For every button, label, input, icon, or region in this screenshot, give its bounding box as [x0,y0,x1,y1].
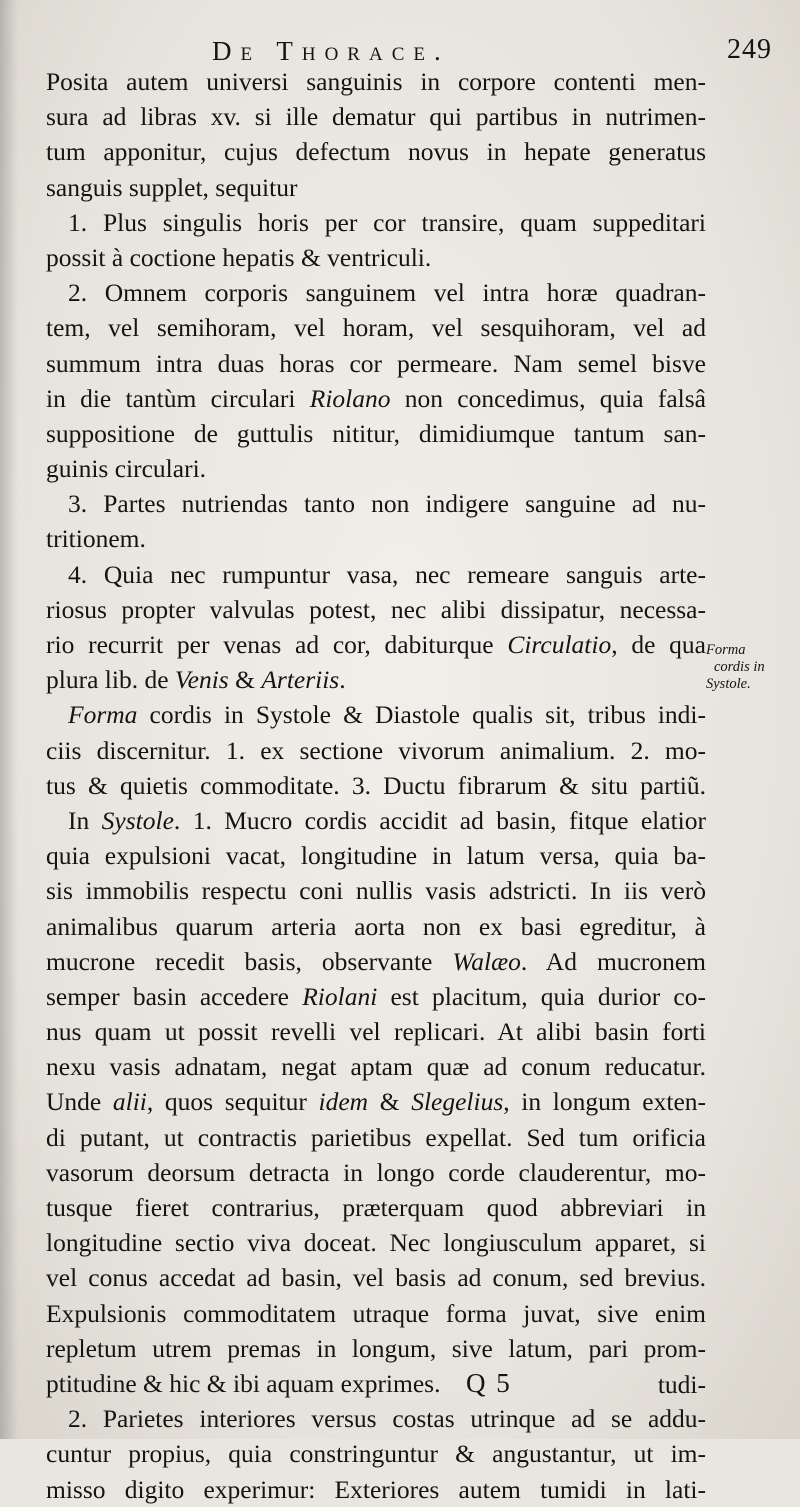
text-line: 2. Omnem corporis sanguinem vel intra horæ quadran- [68,278,706,308]
text-line: In Systole. 1. Mucro cordis accidit ad basin, fitque elatior [68,805,706,835]
text-line: 4. Quia nec rumpuntur vasa, nec remeare sanguis arte- [68,559,706,589]
text-line: Forma cordis in Systole & Diastole qualis sit, tribus indi- [68,700,706,730]
text-line: 3. Partes nutriendas tanto non indigere sanguine ad nu- [68,489,706,519]
text-line: longitudine sectio viva doceat. Nec longiusculum apparet, si [46,1228,706,1258]
text-line: di putant, ut contractis parietibus expellat. Sed tum orificia [46,1122,706,1152]
text-line: vel conus accedat ad basin, vel basis ad conum, sed brevius. [46,1263,706,1293]
text-line: rio recurrit per venas ad cor, dabiturque Circulatio, de qua [46,630,706,659]
page-footer [46,1368,706,1408]
text-line: tusque fieret contrarius, præterquam quod abbreviari in [46,1193,706,1222]
margin-note-line: Systole. [706,676,751,692]
text-line: tum apponitur, cujus defectum novus in hepate generatus [46,137,706,167]
text-line: ptitudine & hic & ibi aquam exprimes. [46,1368,441,1398]
running-head: De Thorace. [212,36,450,66]
text-line: Posita autem universi sanguinis in corpore contenti men- [46,67,706,96]
text-line: repletum utrem premas in longum, sive latum, pari prom- [46,1333,706,1363]
text-line: quia expulsioni vacat, longitudine in latum versa, quia ba- [46,841,706,871]
text-line: misso digito experimur: Exteriores autem tumidi in lati- [46,1474,706,1504]
text-line: sis immobilis respectu coni nullis vasis adstricti. In iis verò [46,876,706,906]
margin-note [706,642,794,693]
text-line: riosus propter valvulas potest, nec alibi dissipatur, necessa- [46,594,706,624]
margin-note-line: cordis in [714,659,765,675]
text-line: 2. Parietes interiores versus costas utrinque ad se addu- [68,1404,706,1434]
text-line: nexu vasis adnatam, negat aptam quæ ad conum reducatur. [46,1052,706,1082]
text-line: suppositione de guttulis nititur, dimidiumque tantum san- [46,418,706,448]
signature-mark: Q 5 [466,1368,512,1398]
catchword: tudi- [657,1370,706,1399]
text-line: Unde alii, quos sequitur idem & Slegelius, in longum exten- [46,1087,707,1117]
text-line: Expulsionis commoditatem utraque forma juvat, sive enim [46,1298,706,1328]
text-line: summum intra duas horas cor permeare. Nam semel bisve [46,348,706,378]
page-gutter-shadow [0,0,18,1439]
text-line: plura lib. de Venis & Arteriis. [46,665,346,695]
text-line: semper basin accedere Riolani est placitum, quia durior co- [46,981,706,1011]
margin-note-line: Forma [706,642,746,658]
text-line: ciis discernitur. 1. ex sectione vivorum animalium. 2. mo- [46,735,706,765]
body-text [46,64,706,1507]
text-line: tritionem. [46,524,146,554]
text-line: animalibus quarum arteria aorta non ex basi egreditur, à [46,911,706,941]
text-line: vasorum deorsum detracta in longo corde clauderentur, mo- [46,1157,706,1187]
text-line: mucrone recedit basis, observante Walæo. Ad mucronem [46,946,706,976]
text-line: sura ad libras xv. si ille dematur qui partibus in nutrimen- [46,102,706,132]
text-line: tem, vel semihoram, vel horam, vel sesquihoram, vel ad [46,313,706,343]
page-number: 249 [727,34,772,65]
text-line: sanguis supplet, sequitur [46,172,298,202]
text-line: in die tantùm circulari Riolano non concedimus, quia falsâ [46,383,706,413]
text-line: 1. Plus singulis horis per cor transire, quam suppeditari [68,207,706,237]
text-line: nus quam ut possit revelli vel replicari. At alibi basin forti [46,1017,706,1047]
text-line: tus & quietis commoditate. 3. Ductu fibrarum & situ partiũ. [46,770,706,800]
text-line: cuntur propius, quia constringuntur & angustantur, ut im- [46,1439,706,1469]
text-line: guinis circulari. [46,454,207,484]
text-line: possit à coctione hepatis & ventriculi. [46,242,432,272]
